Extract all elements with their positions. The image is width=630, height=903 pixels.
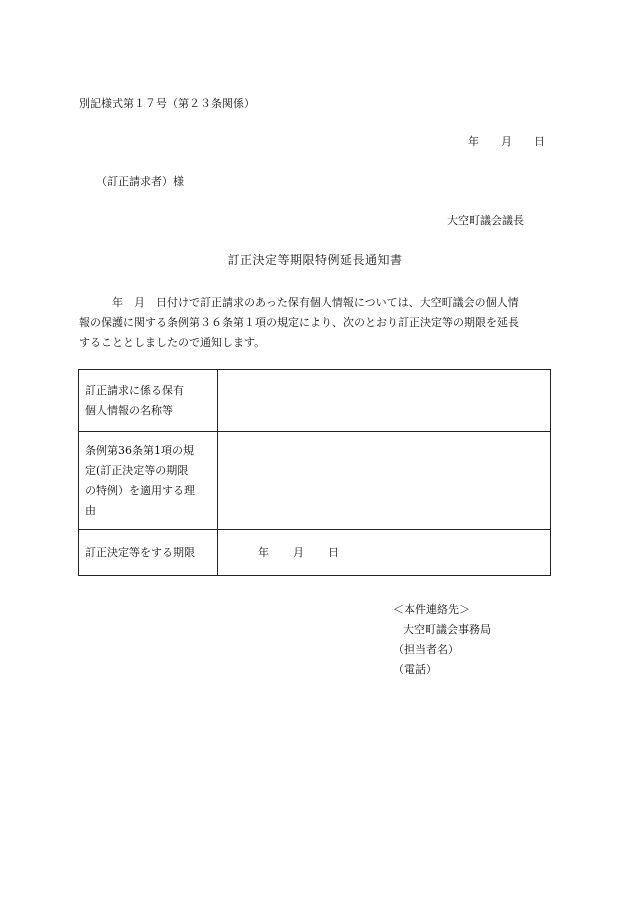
body-paragraph bbox=[79, 293, 553, 353]
reason-value bbox=[218, 432, 551, 530]
contact-heading: ＜本件連絡先＞ bbox=[393, 603, 470, 616]
label-line: 訂正請求に係る保有 bbox=[85, 383, 184, 397]
record-name-label bbox=[79, 370, 218, 432]
body-line-2: 報の保護に関する条例第３６条第１項の規定により、次のとおり訂正決定等の期限を延長 bbox=[79, 316, 519, 329]
document-title: 訂正決定等期限特例延長通知書 bbox=[227, 253, 403, 267]
contact-office: 大空町議会事務局 bbox=[403, 623, 491, 636]
table-row bbox=[79, 370, 551, 432]
deadline-year: 年 bbox=[258, 546, 269, 559]
date-month: 月 bbox=[501, 135, 512, 148]
contact-person: （担当者名） bbox=[393, 643, 459, 656]
issue-date bbox=[468, 136, 545, 147]
deadline-label: 訂正決定等をする期限 bbox=[79, 530, 218, 576]
record-name-value bbox=[218, 370, 551, 432]
table-row bbox=[79, 432, 551, 530]
reason-label bbox=[79, 432, 218, 530]
deadline-day: 日 bbox=[328, 546, 339, 559]
label-line: 条例第36条第1項の規 bbox=[85, 443, 194, 457]
date-day: 日 bbox=[534, 135, 545, 148]
date-year: 年 bbox=[468, 135, 479, 148]
body-line-3: することとしましたので通知します。 bbox=[79, 336, 266, 349]
addressee: （訂正請求者）様 bbox=[96, 175, 184, 188]
contact-block bbox=[393, 600, 491, 680]
form-number: 別記様式第１７号（第２３条関係） bbox=[79, 97, 255, 110]
label-line: の特例）を適用する理 bbox=[85, 483, 195, 497]
information-table bbox=[78, 369, 551, 576]
table-row bbox=[79, 530, 551, 576]
label-line: 個人情報の名称等 bbox=[85, 403, 173, 417]
label-line: 由 bbox=[85, 503, 96, 517]
deadline-value bbox=[218, 530, 551, 576]
deadline-month: 月 bbox=[293, 546, 304, 559]
issuer: 大空町議会議長 bbox=[447, 214, 524, 227]
contact-phone: （電話） bbox=[393, 663, 437, 676]
body-line-1: 年 月 日付けで訂正請求のあった保有個人情報については、大空町議会の個人情 bbox=[79, 296, 519, 309]
label-line: 定(訂正決定等の期限 bbox=[85, 463, 189, 477]
